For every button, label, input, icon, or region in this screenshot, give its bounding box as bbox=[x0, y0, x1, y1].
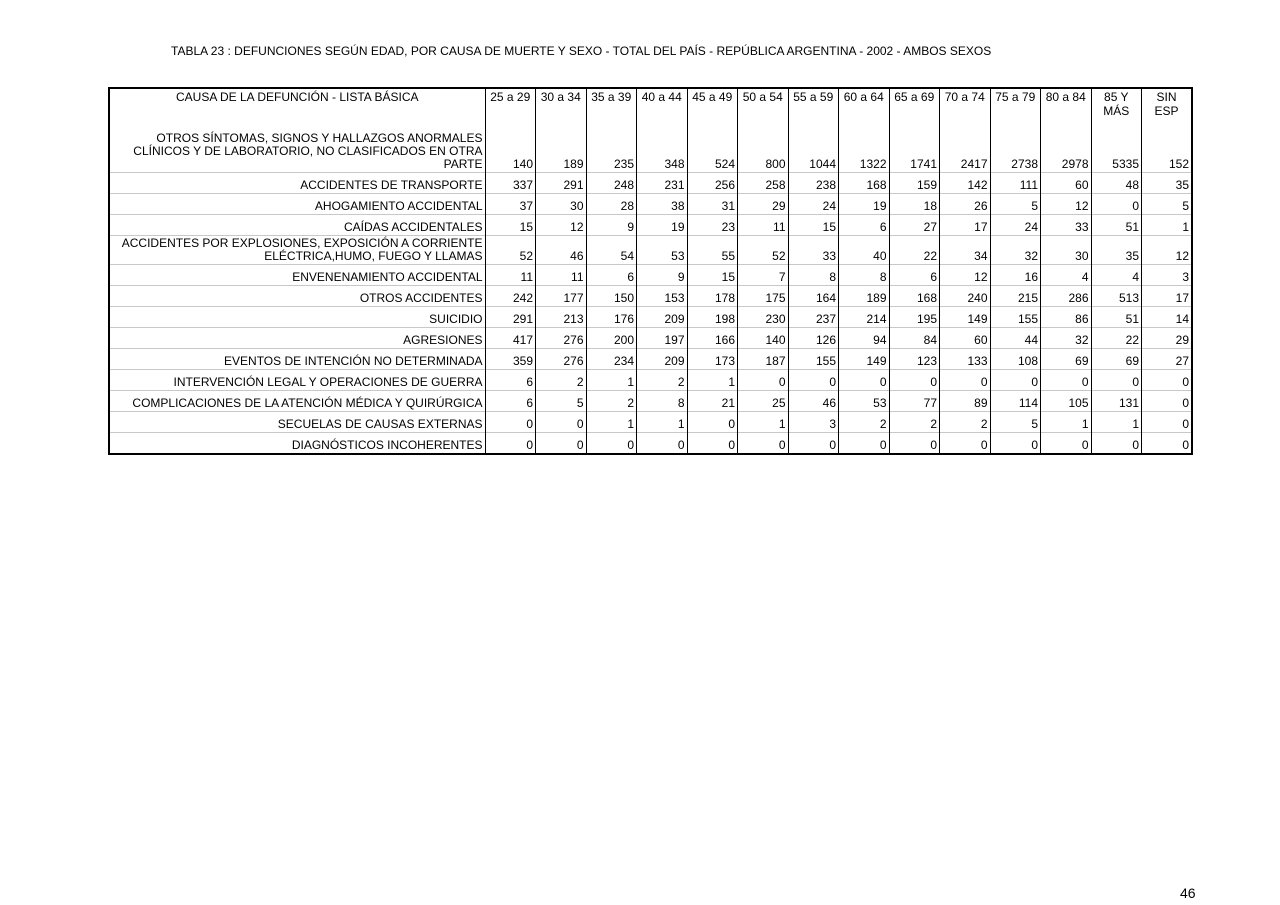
table-row bbox=[109, 132, 1192, 173]
value-cell: 0 bbox=[536, 433, 587, 455]
value-cell: 195 bbox=[889, 307, 940, 328]
value-cell: 1 bbox=[1041, 412, 1092, 433]
value-cell: 276 bbox=[536, 349, 587, 370]
value-cell: 5 bbox=[1142, 194, 1193, 215]
value-cell: 256 bbox=[687, 173, 738, 194]
value-cell: 6 bbox=[839, 215, 890, 236]
value-cell: 209 bbox=[637, 349, 688, 370]
value-cell: 40 bbox=[839, 236, 890, 265]
table-row bbox=[109, 236, 1192, 265]
value-cell: 1 bbox=[1142, 215, 1193, 236]
value-cell: 513 bbox=[1091, 286, 1142, 307]
cause-cell: EVENTOS DE INTENCIÓN NO DETERMINADA bbox=[109, 349, 485, 370]
table-row bbox=[109, 215, 1192, 236]
value-cell: 5 bbox=[990, 412, 1041, 433]
value-cell: 1 bbox=[586, 412, 637, 433]
value-cell: 33 bbox=[1041, 215, 1092, 236]
value-cell: 337 bbox=[485, 173, 536, 194]
value-cell: 46 bbox=[788, 391, 839, 412]
cause-cell: AGRESIONES bbox=[109, 328, 485, 349]
table-row bbox=[109, 328, 1192, 349]
value-cell: 105 bbox=[1041, 391, 1092, 412]
value-cell: 31 bbox=[687, 194, 738, 215]
value-cell: 291 bbox=[485, 307, 536, 328]
table-header-row bbox=[109, 88, 1192, 132]
value-cell: 4 bbox=[1041, 265, 1092, 286]
value-cell: 14 bbox=[1142, 307, 1193, 328]
value-cell: 34 bbox=[940, 236, 991, 265]
value-cell: 17 bbox=[1142, 286, 1193, 307]
cause-cell: ACCIDENTES DE TRANSPORTE bbox=[109, 173, 485, 194]
value-cell: 29 bbox=[738, 194, 789, 215]
value-cell: 417 bbox=[485, 328, 536, 349]
table-row bbox=[109, 307, 1192, 328]
value-cell: 15 bbox=[788, 215, 839, 236]
value-cell: 0 bbox=[788, 370, 839, 391]
value-cell: 187 bbox=[738, 349, 789, 370]
value-cell: 0 bbox=[940, 370, 991, 391]
value-cell: 69 bbox=[1091, 349, 1142, 370]
value-cell: 8 bbox=[637, 391, 688, 412]
value-cell: 0 bbox=[839, 433, 890, 455]
value-cell: 198 bbox=[687, 307, 738, 328]
value-cell: 133 bbox=[940, 349, 991, 370]
value-cell: 23 bbox=[687, 215, 738, 236]
value-cell: 231 bbox=[637, 173, 688, 194]
value-cell: 189 bbox=[839, 286, 890, 307]
value-cell: 0 bbox=[889, 370, 940, 391]
value-cell: 1322 bbox=[839, 132, 890, 173]
value-cell: 29 bbox=[1142, 328, 1193, 349]
value-cell: 6 bbox=[586, 265, 637, 286]
value-cell: 0 bbox=[990, 370, 1041, 391]
value-cell: 235 bbox=[586, 132, 637, 173]
value-cell: 234 bbox=[586, 349, 637, 370]
value-cell: 6 bbox=[485, 370, 536, 391]
table-title: TABLA 23 : DEFUNCIONES SEGÚN EDAD, POR CAUSA DE MUERTE Y SEXO - TOTAL DEL PAÍS - REPÚBLICA ARGENTINA - 2002 - AMBOS SEXOS bbox=[171, 44, 992, 58]
value-cell: 152 bbox=[1142, 132, 1193, 173]
value-cell: 0 bbox=[1142, 370, 1193, 391]
value-cell: 27 bbox=[889, 215, 940, 236]
value-cell: 30 bbox=[1041, 236, 1092, 265]
cause-cell: OTROS SÍNTOMAS, SIGNOS Y HALLAZGOS ANORMALES CLÍNICOS Y DE LABORATORIO, NO CLASIFICADOS EN OTRA PARTE bbox=[133, 131, 483, 171]
value-cell: 26 bbox=[940, 194, 991, 215]
value-cell: 0 bbox=[1091, 194, 1142, 215]
value-cell: 291 bbox=[536, 173, 587, 194]
value-cell: 1 bbox=[687, 370, 738, 391]
value-cell: 2 bbox=[586, 391, 637, 412]
value-cell: 524 bbox=[687, 132, 738, 173]
value-cell: 0 bbox=[990, 433, 1041, 455]
value-cell: 155 bbox=[788, 349, 839, 370]
value-cell: 51 bbox=[1091, 307, 1142, 328]
value-cell: 38 bbox=[637, 194, 688, 215]
age-column-header: 65 a 69 bbox=[889, 88, 940, 132]
table-row bbox=[109, 286, 1192, 307]
value-cell: 1 bbox=[1091, 412, 1142, 433]
value-cell: 177 bbox=[536, 286, 587, 307]
page-number: 46 bbox=[1180, 885, 1196, 901]
value-cell: 12 bbox=[940, 265, 991, 286]
value-cell: 17 bbox=[940, 215, 991, 236]
cause-cell: OTROS ACCIDENTES bbox=[109, 286, 485, 307]
value-cell: 0 bbox=[485, 433, 536, 455]
value-cell: 0 bbox=[1142, 391, 1193, 412]
cause-cell: CAÍDAS ACCIDENTALES bbox=[109, 215, 485, 236]
table-row bbox=[109, 412, 1192, 433]
value-cell: 46 bbox=[536, 236, 587, 265]
value-cell: 30 bbox=[536, 194, 587, 215]
value-cell: 5 bbox=[536, 391, 587, 412]
value-cell: 18 bbox=[889, 194, 940, 215]
value-cell: 140 bbox=[738, 328, 789, 349]
age-column-header: 45 a 49 bbox=[687, 88, 738, 132]
value-cell: 2 bbox=[637, 370, 688, 391]
table-row bbox=[109, 433, 1192, 455]
value-cell: 52 bbox=[738, 236, 789, 265]
age-column-header: SIN ESP bbox=[1142, 88, 1193, 132]
value-cell: 1741 bbox=[889, 132, 940, 173]
value-cell: 149 bbox=[940, 307, 991, 328]
value-cell: 0 bbox=[637, 433, 688, 455]
value-cell: 0 bbox=[1041, 370, 1092, 391]
value-cell: 32 bbox=[1041, 328, 1092, 349]
value-cell: 53 bbox=[839, 391, 890, 412]
value-cell: 111 bbox=[990, 173, 1041, 194]
value-cell: 0 bbox=[839, 370, 890, 391]
deaths-table bbox=[108, 87, 1193, 455]
value-cell: 209 bbox=[637, 307, 688, 328]
value-cell: 28 bbox=[586, 194, 637, 215]
value-cell: 2 bbox=[536, 370, 587, 391]
value-cell: 0 bbox=[1142, 433, 1193, 455]
age-column-header: 80 a 84 bbox=[1041, 88, 1092, 132]
value-cell: 214 bbox=[839, 307, 890, 328]
value-cell: 11 bbox=[738, 215, 789, 236]
value-cell: 2 bbox=[889, 412, 940, 433]
value-cell: 215 bbox=[990, 286, 1041, 307]
value-cell: 6 bbox=[485, 391, 536, 412]
value-cell: 1 bbox=[738, 412, 789, 433]
cause-cell: ACCIDENTES POR EXPLOSIONES, EXPOSICIÓN A CORRIENTE ELÉCTRICA,HUMO, FUEGO Y LLAMAS bbox=[109, 236, 485, 265]
value-cell: 5 bbox=[990, 194, 1041, 215]
value-cell: 89 bbox=[940, 391, 991, 412]
value-cell: 168 bbox=[839, 173, 890, 194]
age-column-header: 50 a 54 bbox=[738, 88, 789, 132]
value-cell: 166 bbox=[687, 328, 738, 349]
table-row bbox=[109, 349, 1192, 370]
value-cell: 7 bbox=[738, 265, 789, 286]
value-cell: 77 bbox=[889, 391, 940, 412]
value-cell: 44 bbox=[990, 328, 1041, 349]
table-row bbox=[109, 265, 1192, 286]
value-cell: 189 bbox=[536, 132, 587, 173]
value-cell: 12 bbox=[1041, 194, 1092, 215]
value-cell: 60 bbox=[1041, 173, 1092, 194]
value-cell: 0 bbox=[536, 412, 587, 433]
value-cell: 8 bbox=[839, 265, 890, 286]
value-cell: 2738 bbox=[990, 132, 1041, 173]
value-cell: 286 bbox=[1041, 286, 1092, 307]
table-row bbox=[109, 370, 1192, 391]
value-cell: 3 bbox=[1142, 265, 1193, 286]
value-cell: 3 bbox=[788, 412, 839, 433]
value-cell: 21 bbox=[687, 391, 738, 412]
cause-cell: DIAGNÓSTICOS INCOHERENTES bbox=[109, 433, 485, 455]
value-cell: 15 bbox=[687, 265, 738, 286]
cause-cell: ENVENENAMIENTO ACCIDENTAL bbox=[109, 265, 485, 286]
value-cell: 114 bbox=[990, 391, 1041, 412]
value-cell: 60 bbox=[940, 328, 991, 349]
value-cell: 0 bbox=[1091, 433, 1142, 455]
value-cell: 24 bbox=[990, 215, 1041, 236]
cause-cell: SECUELAS DE CAUSAS EXTERNAS bbox=[109, 412, 485, 433]
value-cell: 0 bbox=[1091, 370, 1142, 391]
value-cell: 126 bbox=[788, 328, 839, 349]
age-column-header: 60 a 64 bbox=[839, 88, 890, 132]
value-cell: 84 bbox=[889, 328, 940, 349]
value-cell: 27 bbox=[1142, 349, 1193, 370]
value-cell: 11 bbox=[485, 265, 536, 286]
age-column-header: 40 a 44 bbox=[637, 88, 688, 132]
value-cell: 2978 bbox=[1041, 132, 1092, 173]
table-row bbox=[109, 173, 1192, 194]
value-cell: 155 bbox=[990, 307, 1041, 328]
value-cell: 176 bbox=[586, 307, 637, 328]
value-cell: 54 bbox=[586, 236, 637, 265]
value-cell: 53 bbox=[637, 236, 688, 265]
value-cell: 32 bbox=[990, 236, 1041, 265]
age-column-header: 25 a 29 bbox=[485, 88, 536, 132]
value-cell: 140 bbox=[485, 132, 536, 173]
value-cell: 0 bbox=[1142, 412, 1193, 433]
value-cell: 4 bbox=[1091, 265, 1142, 286]
value-cell: 8 bbox=[788, 265, 839, 286]
value-cell: 22 bbox=[1091, 328, 1142, 349]
value-cell: 94 bbox=[839, 328, 890, 349]
value-cell: 213 bbox=[536, 307, 587, 328]
table-row bbox=[109, 391, 1192, 412]
value-cell: 142 bbox=[940, 173, 991, 194]
value-cell: 19 bbox=[839, 194, 890, 215]
table-row bbox=[109, 194, 1192, 215]
value-cell: 2417 bbox=[940, 132, 991, 173]
value-cell: 48 bbox=[1091, 173, 1142, 194]
value-cell: 55 bbox=[687, 236, 738, 265]
age-column-header: 30 a 34 bbox=[536, 88, 587, 132]
value-cell: 9 bbox=[586, 215, 637, 236]
value-cell: 0 bbox=[586, 433, 637, 455]
value-cell: 12 bbox=[536, 215, 587, 236]
table-body bbox=[109, 132, 1192, 454]
value-cell: 240 bbox=[940, 286, 991, 307]
value-cell: 19 bbox=[637, 215, 688, 236]
value-cell: 37 bbox=[485, 194, 536, 215]
value-cell: 0 bbox=[687, 433, 738, 455]
value-cell: 164 bbox=[788, 286, 839, 307]
value-cell: 276 bbox=[536, 328, 587, 349]
value-cell: 6 bbox=[889, 265, 940, 286]
cause-cell: SUICIDIO bbox=[109, 307, 485, 328]
value-cell: 197 bbox=[637, 328, 688, 349]
value-cell: 0 bbox=[889, 433, 940, 455]
value-cell: 238 bbox=[788, 173, 839, 194]
value-cell: 0 bbox=[485, 412, 536, 433]
value-cell: 149 bbox=[839, 349, 890, 370]
value-cell: 2 bbox=[940, 412, 991, 433]
value-cell: 0 bbox=[940, 433, 991, 455]
value-cell: 237 bbox=[788, 307, 839, 328]
age-column-header: 70 a 74 bbox=[940, 88, 991, 132]
value-cell: 24 bbox=[788, 194, 839, 215]
value-cell: 258 bbox=[738, 173, 789, 194]
cause-cell: AHOGAMIENTO ACCIDENTAL bbox=[109, 194, 485, 215]
value-cell: 16 bbox=[990, 265, 1041, 286]
value-cell: 200 bbox=[586, 328, 637, 349]
value-cell: 242 bbox=[485, 286, 536, 307]
value-cell: 175 bbox=[738, 286, 789, 307]
value-cell: 11 bbox=[536, 265, 587, 286]
value-cell: 51 bbox=[1091, 215, 1142, 236]
value-cell: 0 bbox=[1041, 433, 1092, 455]
value-cell: 22 bbox=[889, 236, 940, 265]
value-cell: 173 bbox=[687, 349, 738, 370]
value-cell: 153 bbox=[637, 286, 688, 307]
cause-column-header: CAUSA DE LA DEFUNCIÓN - LISTA BÁSICA bbox=[175, 90, 419, 104]
value-cell: 0 bbox=[738, 370, 789, 391]
cause-cell: COMPLICACIONES DE LA ATENCIÓN MÉDICA Y QUIRÚRGICA bbox=[109, 391, 485, 412]
value-cell: 800 bbox=[738, 132, 789, 173]
value-cell: 0 bbox=[788, 433, 839, 455]
value-cell: 0 bbox=[738, 433, 789, 455]
value-cell: 69 bbox=[1041, 349, 1092, 370]
cause-cell: INTERVENCIÓN LEGAL Y OPERACIONES DE GUERRA bbox=[109, 370, 485, 391]
value-cell: 33 bbox=[788, 236, 839, 265]
value-cell: 12 bbox=[1142, 236, 1193, 265]
age-column-header: 55 a 59 bbox=[788, 88, 839, 132]
value-cell: 52 bbox=[485, 236, 536, 265]
value-cell: 9 bbox=[637, 265, 688, 286]
value-cell: 348 bbox=[637, 132, 688, 173]
value-cell: 123 bbox=[889, 349, 940, 370]
value-cell: 35 bbox=[1142, 173, 1193, 194]
value-cell: 359 bbox=[485, 349, 536, 370]
value-cell: 25 bbox=[738, 391, 789, 412]
value-cell: 2 bbox=[839, 412, 890, 433]
value-cell: 35 bbox=[1091, 236, 1142, 265]
value-cell: 1 bbox=[586, 370, 637, 391]
value-cell: 1044 bbox=[788, 132, 839, 173]
value-cell: 108 bbox=[990, 349, 1041, 370]
value-cell: 131 bbox=[1091, 391, 1142, 412]
value-cell: 0 bbox=[687, 412, 738, 433]
value-cell: 230 bbox=[738, 307, 789, 328]
value-cell: 86 bbox=[1041, 307, 1092, 328]
value-cell: 150 bbox=[586, 286, 637, 307]
value-cell: 168 bbox=[889, 286, 940, 307]
value-cell: 5335 bbox=[1091, 132, 1142, 173]
value-cell: 248 bbox=[586, 173, 637, 194]
age-column-header: 35 a 39 bbox=[586, 88, 637, 132]
age-column-header: 85 Y MÁS bbox=[1091, 88, 1142, 132]
age-column-header: 75 a 79 bbox=[990, 88, 1041, 132]
value-cell: 15 bbox=[485, 215, 536, 236]
value-cell: 1 bbox=[637, 412, 688, 433]
value-cell: 159 bbox=[889, 173, 940, 194]
value-cell: 178 bbox=[687, 286, 738, 307]
